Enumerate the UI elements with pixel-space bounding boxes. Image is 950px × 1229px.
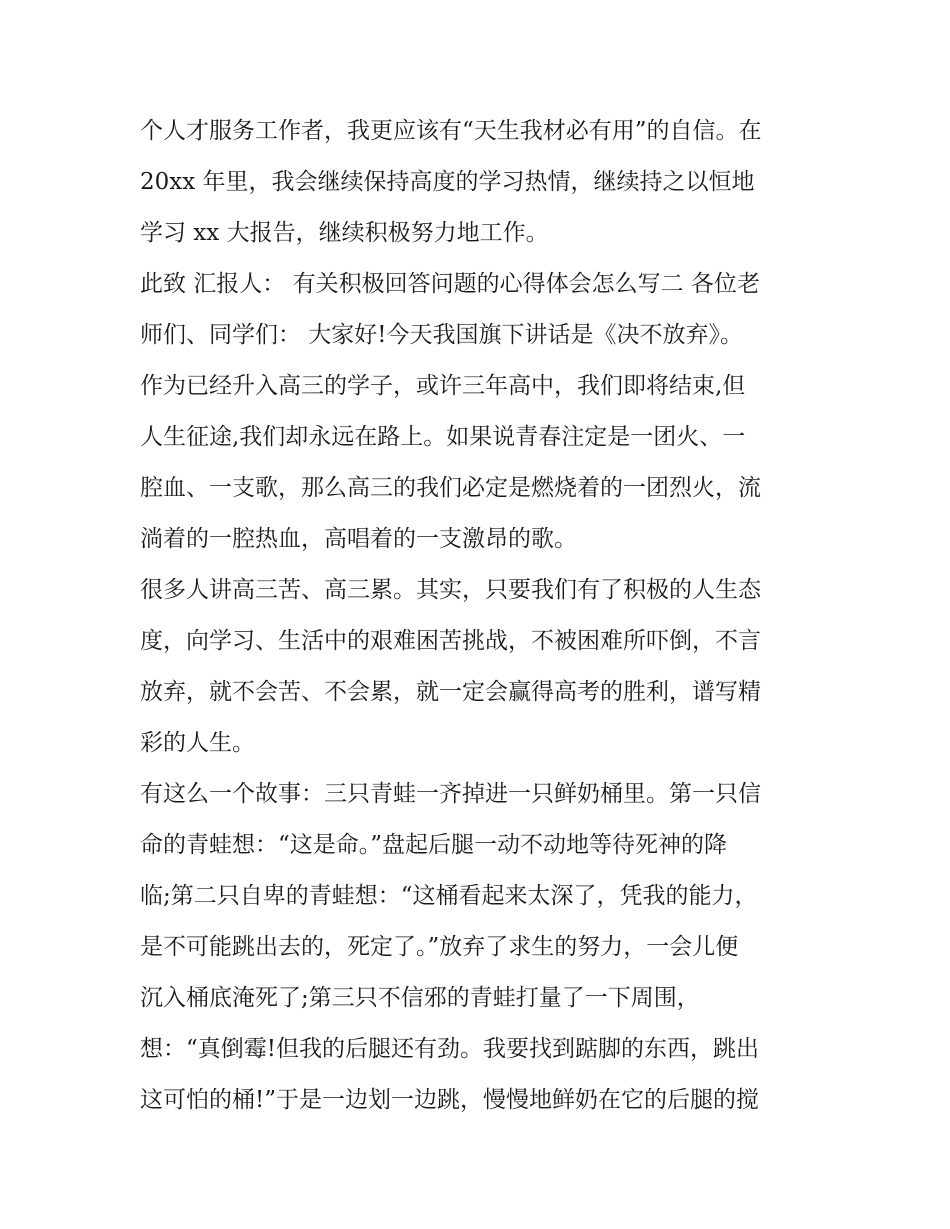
text-line: 作为已经升入高三的学子，或许三年高中，我们即将结束,但 bbox=[140, 373, 746, 399]
text-line: 学习 xx 大报告，继续积极努力地工作。 bbox=[140, 220, 549, 246]
text-line: 沉入桶底淹死了;第三只不信邪的青蛙打量了一下周围， bbox=[140, 985, 700, 1011]
text-line: 很多人讲高三苦、高三累。其实，只要我们有了积极的人生态 bbox=[140, 577, 761, 603]
text-line: 人生征途,我们却永远在路上。如果说青春注定是一团火、一 bbox=[140, 424, 746, 450]
text-line: 是不可能跳出去的，死定了。”放弃了求生的努力，一会儿便 bbox=[140, 934, 739, 960]
text-line: 此致 汇报人： 有关积极回答问题的心得体会怎么写二 各位老 bbox=[140, 271, 760, 297]
text-line: 师们、同学们： 大家好!今天我国旗下讲话是《决不放弃》。 bbox=[140, 322, 744, 348]
text-line: 命的青蛙想：“这是命。”盘起后腿一动不动地等待死神的降 bbox=[140, 832, 728, 858]
text-line: 20xx 年里，我会继续保持高度的学习热情，继续持之以恒地 bbox=[140, 169, 755, 195]
text-line: 这可怕的桶!”于是一边划一边跳，慢慢地鲜奶在它的后腿的搅 bbox=[140, 1087, 760, 1113]
text-line: 腔血、一支歌，那么高三的我们必定是燃烧着的一团烈火，流 bbox=[140, 475, 761, 501]
text-line: 临;第二只自卑的青蛙想：“这桶看起来太深了，凭我的能力， bbox=[140, 883, 758, 909]
text-line: 放弃，就不会苦、不会累，就一定会赢得高考的胜利，谱写精 bbox=[140, 679, 761, 705]
text-line: 个人才服务工作者，我更应该有“天生我材必有用”的自信。在 bbox=[140, 118, 762, 144]
document-body bbox=[140, 106, 820, 1126]
text-line: 淌着的一腔热血，高唱着的一支激昂的歌。 bbox=[140, 526, 577, 552]
text-line: 想：“真倒霉!但我的后腿还有劲。我要找到踮脚的东西，跳出 bbox=[140, 1036, 760, 1062]
text-line: 有这么一个故事：三只青蛙一齐掉进一只鲜奶桶里。第一只信 bbox=[140, 781, 761, 807]
text-line: 彩的人生。 bbox=[140, 730, 255, 756]
text-line: 度，向学习、生活中的艰难困苦挑战，不被困难所吓倒，不言 bbox=[140, 628, 761, 654]
